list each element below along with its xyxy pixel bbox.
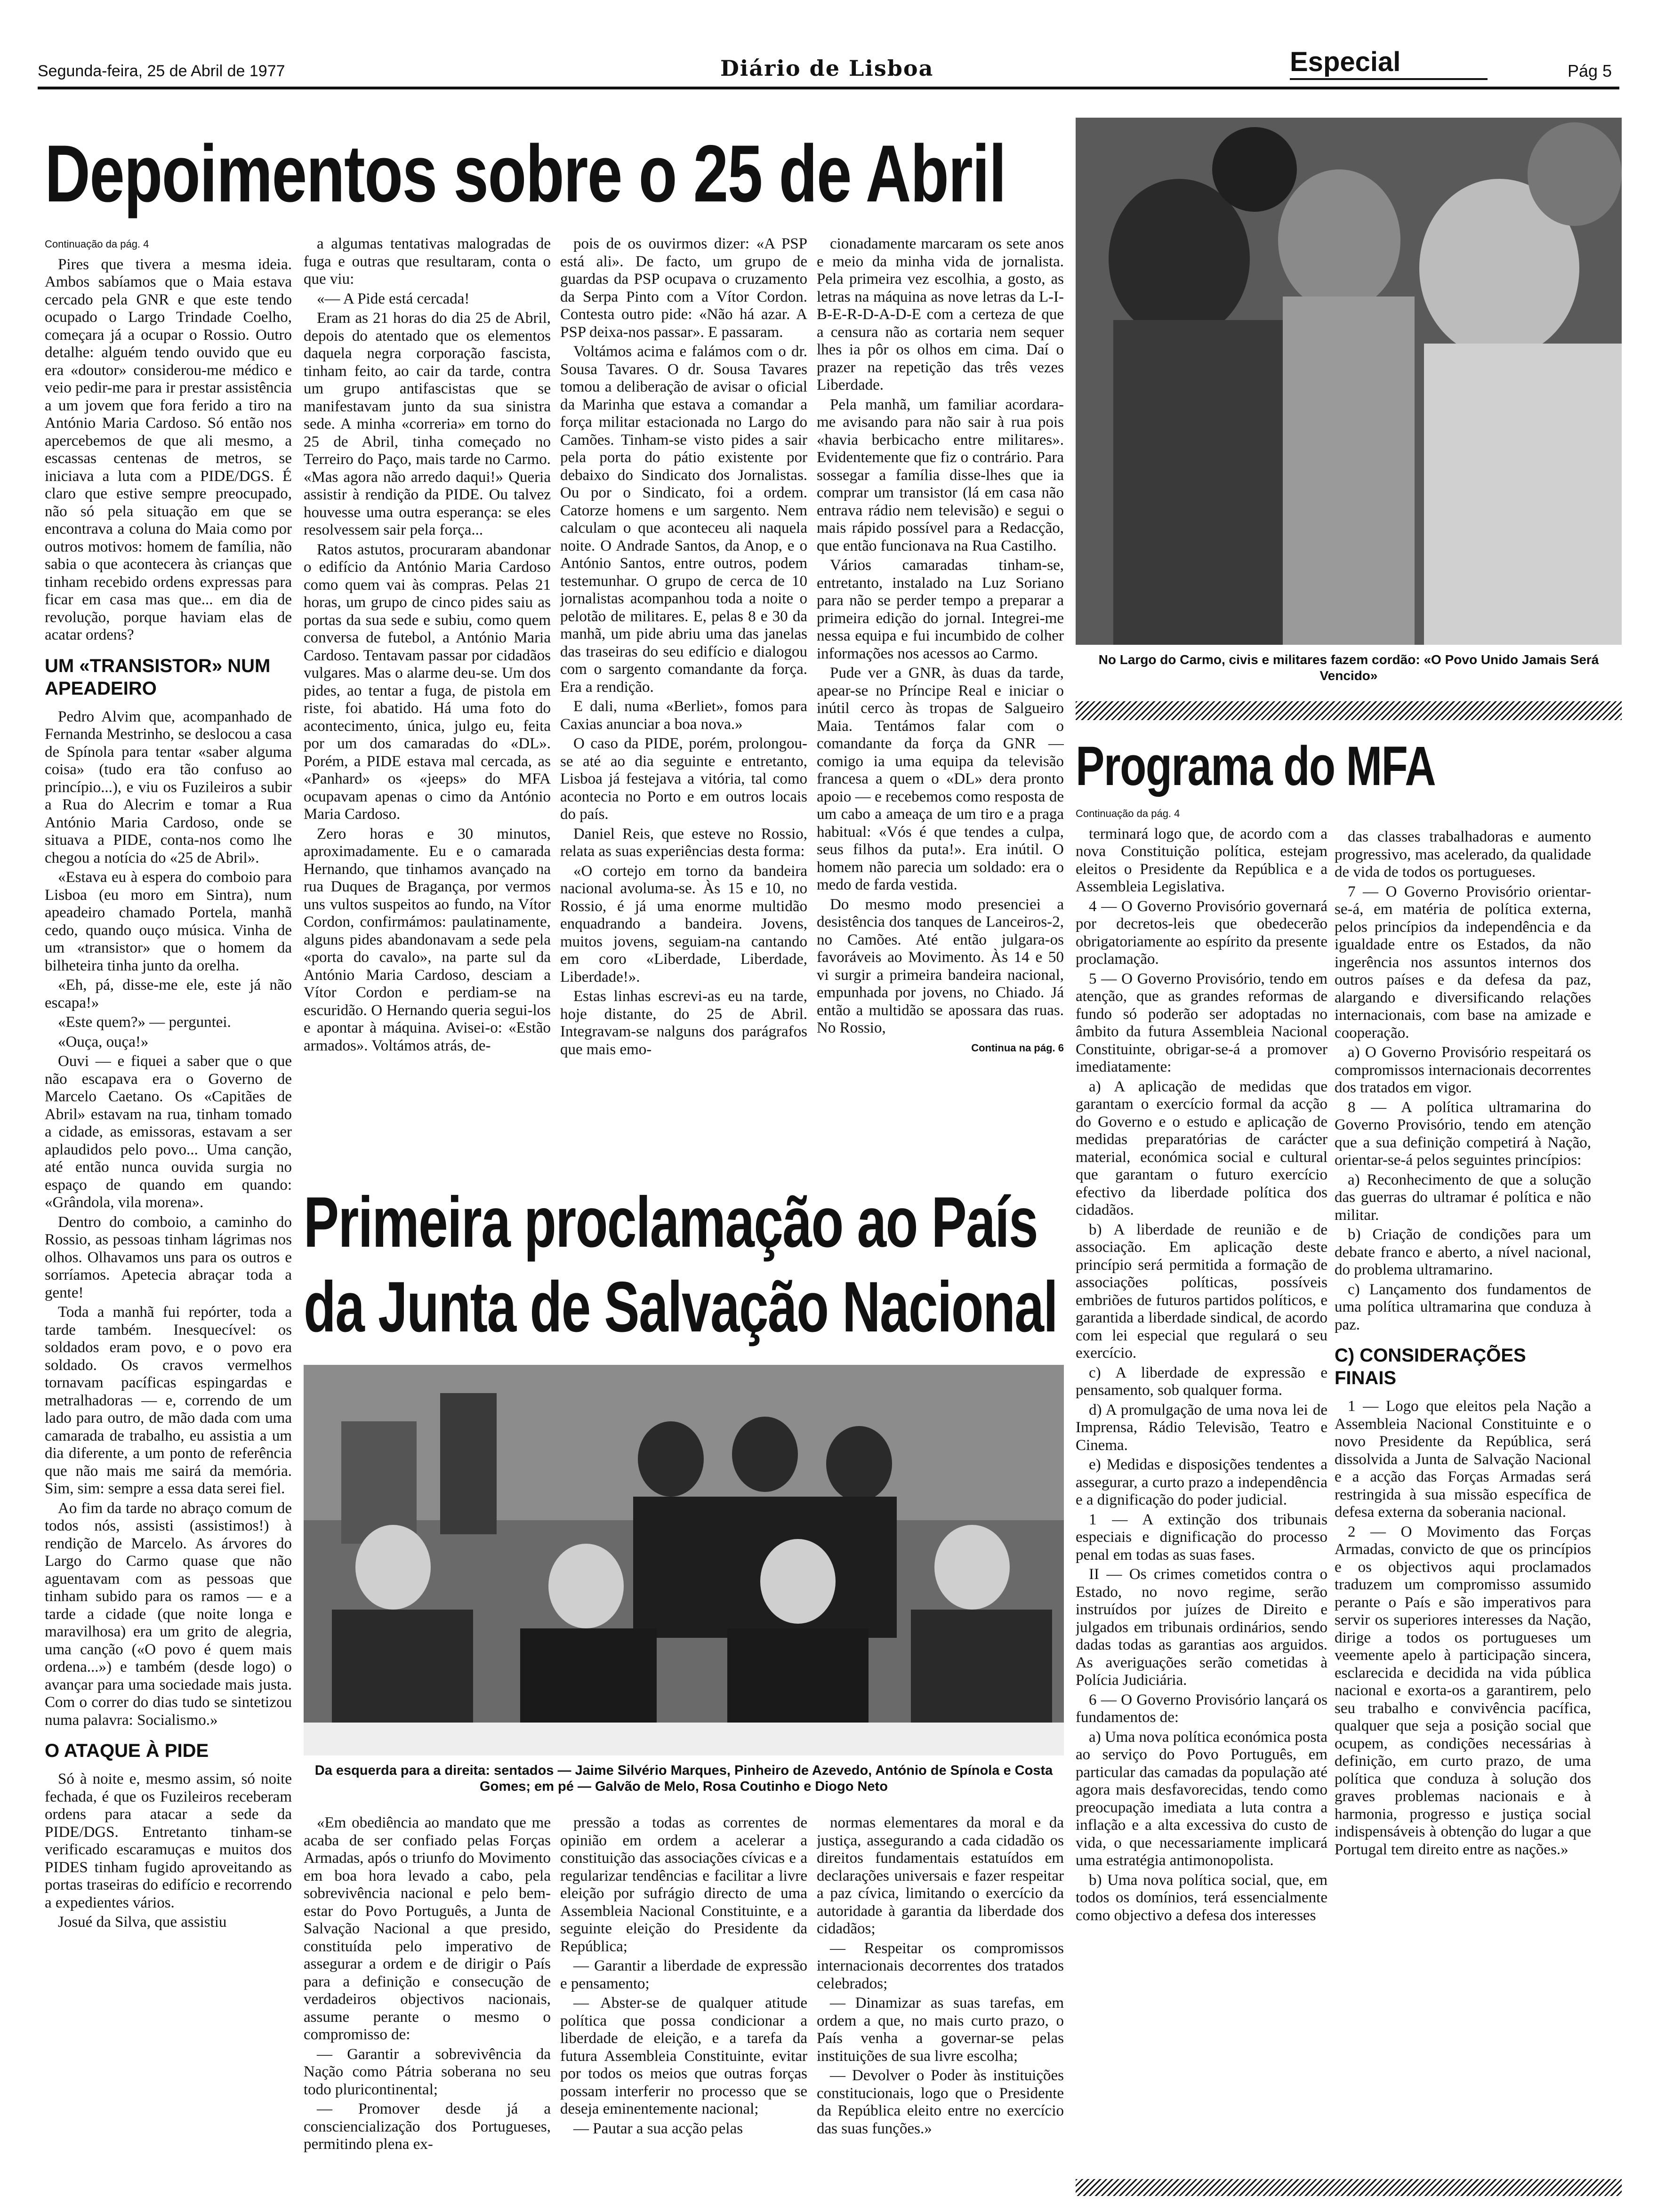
paragraph: 5 — O Governo Provisório, tendo em atenção, que as grandes reformas de fundo só poderão ser adoptadas no âmbito da futura Assembleia Nacional Constituinte, obrigar-se-á a promover imediatamente: [1076, 970, 1327, 1075]
paragraph: Toda a manhã fui repórter, toda a tarde também. Inesquecível: os soldados eram povo, e o povo era soldado. Os cravos vermelhos tornavam pacíficas espingardas e metralhadoras — e, correndo de um lado para outro, de mão dada com uma camarada de trabalho, eu assistia a um dia diferente, a um ponto de referência que não mais me sairá da memória. Sim, sim: sempre a essa data serei fiel. [45, 1304, 292, 1497]
paragraph: pois de os ouvirmos dizer: «A PSP está ali». De facto, um grupo de guardas da PSP ocupava o cruzamento da Serpa Pinto com a Vítor Cordon. Contesta outro pide: «Não há azar. A PSP deixa-nos passar». E passaram. [560, 235, 807, 341]
paragraph: 1 — Logo que eleitos pela Nação a Assembleia Nacional Constituinte e o novo Presidente da República, será dissolvida a Junta de Salvação Nacional e a acção das Forças Armadas será restringida à sua missão específica de defesa externa da soberania nacional. [1335, 1398, 1591, 1521]
paragraph: 7 — O Governo Provisório orientar-se-á, em matéria de política externa, pelos princípios da independência e da igualdade entre os Estados, da não ingerência nos assuntos internos dos outros países e da defesa da paz, alargando e diversificando relações internacionais, com base na amizade e cooperação. [1335, 883, 1591, 1042]
paragraph: b) Uma nova política social, que, em todos os domínios, terá essencialmente como objectivo a defesa dos interesses [1076, 1871, 1327, 1924]
paragraph: a) A aplicação de medidas que garantam o exercício formal da acção do Governo e o estudo e aplicação de medidas preparatórias de carácter material, económica social e cultural que garantam o futuro exercício efectivo da liberdade política dos cidadãos. [1076, 1078, 1327, 1218]
proclamation-column-3 [817, 1814, 1064, 2172]
subheading: C) CONSIDERAÇÕES FINAIS [1335, 1345, 1526, 1388]
paragraph: a) Reconhecimento de que a solução das guerras do ultramar é política e não militar. [1335, 1171, 1591, 1224]
mfa-headline: Programa do MFA [1076, 735, 1436, 797]
paragraph: 8 — A política ultramarina do Governo Provisório, tendo em atenção que a sua definição competirá à Nação, orientar-se-á pelos seguintes princípios: [1335, 1098, 1591, 1169]
paragraph: Só à noite e, mesmo assim, só noite fechada, é que os Fuzileiros receberam ordens para atacar a sede da PIDE/DGS. Entretanto tinham-se verificado escaramuças e muitos dos PIDES tinham fugido aproveitando as portas traseiras do edifício e recorrendo a expedientes vários. [45, 1771, 292, 1911]
page-number: Pág 5 [1568, 61, 1612, 80]
paragraph: — Dinamizar as suas tarefas, em ordem a que, no mais curto prazo, o País venha a governar-se pelas instituições de sua livre escolha; [817, 1995, 1064, 2065]
paragraph: Josué da Silva, que assistiu [58, 1914, 227, 1931]
photo-caption-carmo: No Largo do Carmo, civis e militares fazem cordão: «O Povo Unido Jamais Será Vencido» [1098, 652, 1599, 683]
paragraph: Ouvi — e fiquei a saber que o que não escapava era o Governo de Marcelo Caetano. Os «Capitães de Abril» estavam na rua, tinham tomado a cidade, as emissoras, estavam a ser aplaudidos pelo povo... Uma canção, até então nunca ouvida surgia no espaço de quando em quando: «Grândola, vila morena». [45, 1053, 292, 1211]
paragraph: «Este quem?» — perguntei. [58, 1014, 231, 1031]
paragraph: c) Lançamento dos fundamentos de uma política ultramarina que conduza à paz. [1335, 1281, 1591, 1333]
proclamation-headline-line-2: da Junta de Salvação Nacional [304, 1267, 1058, 1347]
paragraph: — Respeitar os compromissos internacionais decorrentes dos tratados celebrados; [817, 1940, 1064, 1992]
paragraph: «Em obediência ao mandato que me acaba de ser confiado pelas Forças Armadas, após o triunfo do Movimento em boa hora levado a cabo, pela sobrevivência nacional e pelo bem-estar do Povo Português, a Junta de Salvação Nacional a que presido, constituída pelo imperativo de assegurar a ordem e de dirigir o País para a definição e consecução de verdadeiros objectivos nacionais, assume perante o mesmo o compromisso de: [304, 1814, 551, 2043]
paragraph: 4 — O Governo Provisório governará por decretos-leis que obedecerão obrigatoriamente ao espírito da presente proclamação. [1076, 898, 1327, 968]
proclamation-headline-line-1: Primeira proclamação ao País [304, 1182, 1038, 1262]
paragraph: b) A liberdade de reunião e de associação. Em aplicação deste princípio será permitida a formação de associações políticas, possíveis embriões de futuros partidos políticos, e garantida a liberdade sindical, de acordo com lei especial que regulará o seu exercício. [1076, 1221, 1327, 1362]
masthead-date: Segunda-feira, 25 de Abril de 1977 [38, 62, 285, 80]
masthead-rule [38, 87, 1619, 89]
photo-caption-junta: Da esquerda para a direita: sentados — Jaime Silvério Marques, Pinheiro de Azevedo, António de Spínola e Costa Gomes; em pé — Galvão de Melo, Rosa Coutinho e Diogo Neto [314, 1763, 1053, 1794]
section-label: Especial [1290, 47, 1401, 77]
proclamation-column-2 [560, 1814, 807, 2172]
continuation-note: Continuação da pág. 4 [45, 238, 149, 250]
paragraph: Ratos astutos, procuraram abandonar o edifício da António Maria Cardoso como quem vai às compras. Pelas 21 horas, um grupo de cinco pides saiu as portas da sua sede e subiu, como quem conversa de futebol, a António Maria Cardoso. Tentavam passar por cidadãos vulgares. Mas o alarme deu-se. Um dos pides, ao tentar a fuga, de pistola em riste, foi abatido. Há uma foto do acontecimento, única, julgo eu, feita por um dos camaradas do «DL». Porém, a PIDE estava mal cercada, as «Panhard» os «jeeps» do MFA ocupavam apenas o cimo da António Maria Cardoso. [304, 541, 551, 823]
paragraph: «O cortejo em torno da bandeira nacional avoluma-se. Às 15 e 10, no Rossio, é já uma enorme multidão enquadrando a bandeira. Jovens, muitos jovens, seguiam-na cantando em coro «Liberdade, Liberdade, Liberdade!». [560, 862, 807, 986]
paragraph: — Garantir a sobrevivência da Nação como Pátria soberana no seu todo pluricontinental; [304, 2045, 551, 2098]
paragraph: II — Os crimes cometidos contra o Estado, no novo regime, serão instruídos por juízes de Direito e julgados em tribunais ordinários, sendo dadas todas as garantias aos arguidos. As averiguações serão cometidas à Polícia Judiciária. [1076, 1566, 1327, 1689]
article-column-2 [304, 235, 551, 1170]
paragraph: Do mesmo modo presenciei a desistência dos tanques de Lanceiros-2, no Camões. Até então julgara-os favoráveis ao Movimento. Às 14 e 50 vi surgir a primeira bandeira nacional, empunhada por jovens, no Chiado. Já então a multidão se apossara das ruas. No Rossio, [817, 896, 1064, 1036]
paragraph: — Pautar a sua acção pelas [573, 2120, 743, 2137]
article-column-4 [817, 235, 1064, 1200]
paragraph: e) Medidas e disposições tendentes a assegurar, a curto prazo a independência e a dignificação do poder judicial. [1076, 1456, 1327, 1508]
decorative-hatch-bar [1076, 701, 1622, 720]
section-rule [1290, 78, 1488, 80]
article-column-3 [560, 235, 807, 1170]
paragraph: «Eh, pá, disse-me ele, este já não escapa!» [45, 977, 292, 1011]
paragraph: Pela manhã, um familiar acordara-me avisando para não sair à rua pois «havia berbicacho entre militares». Evidentemente que fiz o contrário. Para sossegar a família disse-lhes que ia comprar um transistor (lá em casa não entrava rádio nem televisão) e segui o mais rápido possível para a Redacção, que então funcionava na Rua Castilho. [817, 396, 1064, 554]
paragraph: Voltámos acima e falámos com o dr. Sousa Tavares. O dr. Sousa Tavares tomou a deliberação de avisar o oficial da Marinha que estava a comandar a força militar estacionada no Largo do Camões. Tinham-se visto pides a sair pela porta do pátio existente por debaixo do Sindicato dos Jornalistas. Ou por o Sindicato, foi a ordem. Catorze homens e um sargento. Nem calculam o que aconteceu ali naquela noite. O Andrade Santos, da Anop, e o António Santos, entre outros, podem testemunhar. O grupo de cerca de 10 jornalistas acompanhou toda a noite o pelotão de militares. E, pelas 8 e 30 da manhã, um pide abriu uma das janelas das traseiras do seu edifício e dialogou com o sargento comandante da força. Era a rendição. [560, 343, 807, 696]
paragraph: «Estava eu à espera do comboio para Lisboa (eu moro em Sintra), num apeadeiro chamado Portela, manhã cedo, quando ouço música. Vinha de um «transistor» que o homem da bilheteira tinha junto da orelha. [45, 869, 292, 974]
paragraph: Pires que tivera a mesma ideia. Ambos sabíamos que o Maia estava cercado pela GNR e que este tendo ocupado o Largo Trindade Coelho, começara já a ocupar o Rossio. Outro detalhe: alguém tendo ouvido que eu era «doutor» considerou-me médico e veio pedir-me para ir prestar assistência a um jovem que fora ferido a tiro na António Maria Cardoso. Só então nos apercebemos de que ali mesmo, a escassas centenas de metros, se iniciava a luta com a PIDE/DGS. É claro que estive sempre preocupado, não só pela situação em que se encontrava a coluna do Maia como por outros motivos: homem de família, não sabia o que acontecera às crianças que tinham recebido ordens expressas para ficar em casa mas que... em dia de revolução, porque haviam elas de acatar ordens? [45, 256, 292, 643]
paragraph: Dentro do comboio, a caminho do Rossio, as pessoas tinham lágrimas nos olhos. Olhavamos uns para os outros e sorríamos. Apetecia abraçar toda a gente! [45, 1213, 292, 1301]
paragraph: Ao fim da tarde no abraço comum de todos nós, assisti (assistimos!) à rendição de Marcelo. As árvores do Largo do Carmo quase que não aguentavam com as pessoas que tinham subido para os ramos — e a tarde a cidade (que noite longa e maravilhosa) era um grito de alegria, uma canção («O povo é quem mais ordena...») e também (desde logo) o avançar para uma sociedade mais justa. Com o correr do dias tudo se sintetizou numa palavra: Socialismo.» [45, 1499, 292, 1729]
paragraph: Vários camaradas tinham-se, entretanto, instalado na Luz Soriano para não se perder tempo a preparar a primeira edição do jornal. Integrei-me nessa equipa e fui incumbido de colher informações nos acessos ao Carmo. [817, 557, 1064, 662]
paragraph: 1 — A extinção dos tribunais especiais e dignificação do processo penal em todas as suas fases. [1076, 1511, 1327, 1563]
paragraph: — Abster-se de qualquer atitude política que possa condicionar a liberdade de eleição, e a tarefa da futura Assembleia Constituinte, evitar por todos os meios que outras forças possam interferir no processo que se deseja eminentemente nacional; [560, 1995, 807, 2117]
paragraph: 2 — O Movimento das Forças Armadas, convicto de que os princípios e os objectivos aqui proclamados traduzem um compromisso assumido perante o País e são imperativos para servir os superiores interesses da Nação, dirige a todos os portugueses um veemente apelo à participação sincera, esclarecida e decidida na vida pública nacional e exorta-os a garantirem, pelo seu trabalho e convivência pacífica, qualquer que seja a posição social que ocupem, as condições necessárias à definição, em curto prazo, de uma política que conduza à solução dos graves problemas nacionais e à harmonia, progresso e justiça social indispensáveis à obtenção do lugar a que Portugal tem direito entre as nações.» [1335, 1523, 1591, 1858]
paragraph: a) O Governo Provisório respeitará os compromissos internacionais decorrentes dos tratados em vigor. [1335, 1044, 1591, 1096]
photo-junta-de-salvacao-nacional [304, 1365, 1064, 1755]
paragraph: Pedro Alvim que, acompanhado de Fernanda Mestrinho, se deslocou a casa de Spínola para tentar «saber alguma coisa» (tudo era tão confuso ao princípio...), e viu os Fuzileiros a subir a Rua do Alecrim e tomar a Rua António Maria Cardoso, onde se situava a PIDE, conta-nos como lhe chegou a notícia do «25 de Abril». [45, 708, 292, 866]
continuation-note: Continuação da pág. 4 [1076, 808, 1180, 819]
continuation-footer: Continua na pág. 6 [971, 1042, 1064, 1054]
main-headline: Depoimentos sobre o 25 de Abril [45, 128, 1006, 219]
paragraph: cionadamente marcaram os sete anos e meio da minha vida de jornalista. Pela primeira vez escolhia, a gosto, as letras na máquina as nove letras da L-I-B-E-R-D-A-D-E com a certeza de que a censura não as cortaria nem sequer lhes ia pôr os olhos em cima. Daí o prazer na repetição das três vezes Liberdade. [817, 235, 1064, 393]
paragraph: das classes trabalhadoras e aumento progressivo, mas acelerado, da qualidade de vida de todos os portugueses. [1335, 828, 1591, 881]
paragraph: «Ouça, ouça!» [58, 1033, 149, 1050]
paragraph: 6 — O Governo Provisório lançará os fundamentos de: [1076, 1691, 1327, 1726]
mfa-column-2 [1335, 828, 1591, 2174]
mfa-column-1 [1076, 805, 1327, 2174]
masthead [38, 47, 1619, 93]
paragraph: Pude ver a GNR, às duas da tarde, apear-se no Príncipe Real e iniciar o inútil cerco às tropas de Salgueiro Maia. Tentámos falar com o comandante da força da GNR — comigo ia uma equipa da televisão francesa a quem o «DL» dera pronto apoio — e recebemos como resposta de um cabo a ameaça de um tiro e a praga habitual: «Vós é que tendes a culpa, seus filhos da puta!». Era inútil. O homem não parecia um soldado: era o medo de farda vestida. [817, 665, 1064, 893]
paragraph: Eram as 21 horas do dia 25 de Abril, depois do atentado que os elementos daquela negra corporação fascista, tinham feito, ao cair da tarde, contra um grupo antifascistas que se manifestavam junto da sua sinistra sede. A minha «correria» em torno do 25 de Abril, tinha começado no Terreiro do Paço, mais tarde no Carmo. «Mas agora não arredo daqui!» Queria assistir à rendição da PIDE. Ou talvez houvesse uma outra esperança: se eles resolvessem sair pela força... [304, 310, 551, 538]
article-column-1 [45, 235, 292, 2170]
paragraph: b) Criação de condições para um debate franco e aberto, a nível nacional, do problema ultramarino. [1335, 1226, 1591, 1278]
newspaper-title: Diário de Lisboa [720, 56, 934, 81]
subheading: O ATAQUE À PIDE [45, 1740, 209, 1761]
paragraph: — Promover desde já a consciencialização dos Portugueses, permitindo plena ex- [304, 2100, 551, 2153]
proclamation-column-1 [304, 1814, 551, 2172]
paragraph: E dali, numa «Berliet», fomos para Caxias anunciar a boa nova.» [560, 698, 807, 733]
decorative-hatch-bar-bottom [1076, 2179, 1622, 2196]
paragraph: pressão a todas as correntes de opinião em ordem a acelerar a constituição das associações cívicas e a regularizar tendências e facilitar a livre eleição por sufrágio directo de uma Assembleia Nacional Constituinte, e a seguinte eleição do Presidente da República; [560, 1814, 807, 1955]
paragraph: «— A Pide está cercada! [317, 290, 470, 307]
paragraph: c) A liberdade de expressão e pensamento, sob qualquer forma. [1076, 1364, 1327, 1399]
paragraph: a algumas tentativas malogradas de fuga e outras que resultaram, conta o que viu: [304, 235, 551, 288]
paragraph: — Devolver o Poder às instituições constitucionais, logo que o Presidente da República eleito entre no exercício das suas funções.» [817, 2067, 1064, 2137]
paragraph: a) Uma nova política económica posta ao serviço do Povo Português, em particular das camadas da população até agora mais desfavorecidas, tendo como preocupação imediata a luta contra a inflação e a alta excessiva do custo de vida, o que necessariamente implicará uma estratégia antimonopolista. [1076, 1728, 1327, 1869]
paragraph: — Garantir a liberdade de expressão e pensamento; [560, 1957, 807, 1992]
paragraph: Estas linhas escrevi-as eu na tarde, hoje distante, do 25 de Abril. Integravam-se nalguns dos parágrafos que mais emo- [560, 988, 807, 1058]
paragraph: Daniel Reis, que esteve no Rossio, relata as suas experiências desta forma: [560, 825, 807, 860]
paragraph: normas elementares da moral e da justiça, assegurando a cada cidadão os direitos fundamentais estatuídos em declarações universais e fazer respeitar a paz cívica, limitando o exercício da autoridade à garantia da liberdade dos cidadãos; [817, 1814, 1064, 1937]
subheading: UM «TRANSISTOR» NUM APEADEIRO [45, 655, 271, 699]
paragraph: Zero horas e 30 minutos, aproximadamente. Eu e o camarada Hernando, que tinhamos avançado na rua Duques de Bragança, por vermos uns vultos suspeitos ao fundo, na Vítor Cordon, confirmámos: paulatinamente, alguns pides abandonavam a sede pela «porta do cavalo», na parte sul da António Maria Cardoso, desciam a Vítor Cordon e perdiam-se na escuridão. O Hernando queria segui-los e apontar à máquina. Avisei-o: «Estão armados». Voltámos atrás, de- [304, 825, 551, 1054]
paragraph: O caso da PIDE, porém, prolongou-se até ao dia seguinte e entretanto, Lisboa já festejava a vitória, tal como acontecia no Porto e em outros locais do país. [560, 735, 807, 823]
paragraph: d) A promulgação de uma nova lei de Imprensa, Rádio Televisão, Teatro e Cinema. [1076, 1401, 1327, 1454]
photo-largo-do-carmo [1076, 118, 1622, 645]
paragraph: terminará logo que, de acordo com a nova Constituição política, estejam eleitos o Presidente da República e a Assembleia Legislativa. [1076, 825, 1327, 895]
